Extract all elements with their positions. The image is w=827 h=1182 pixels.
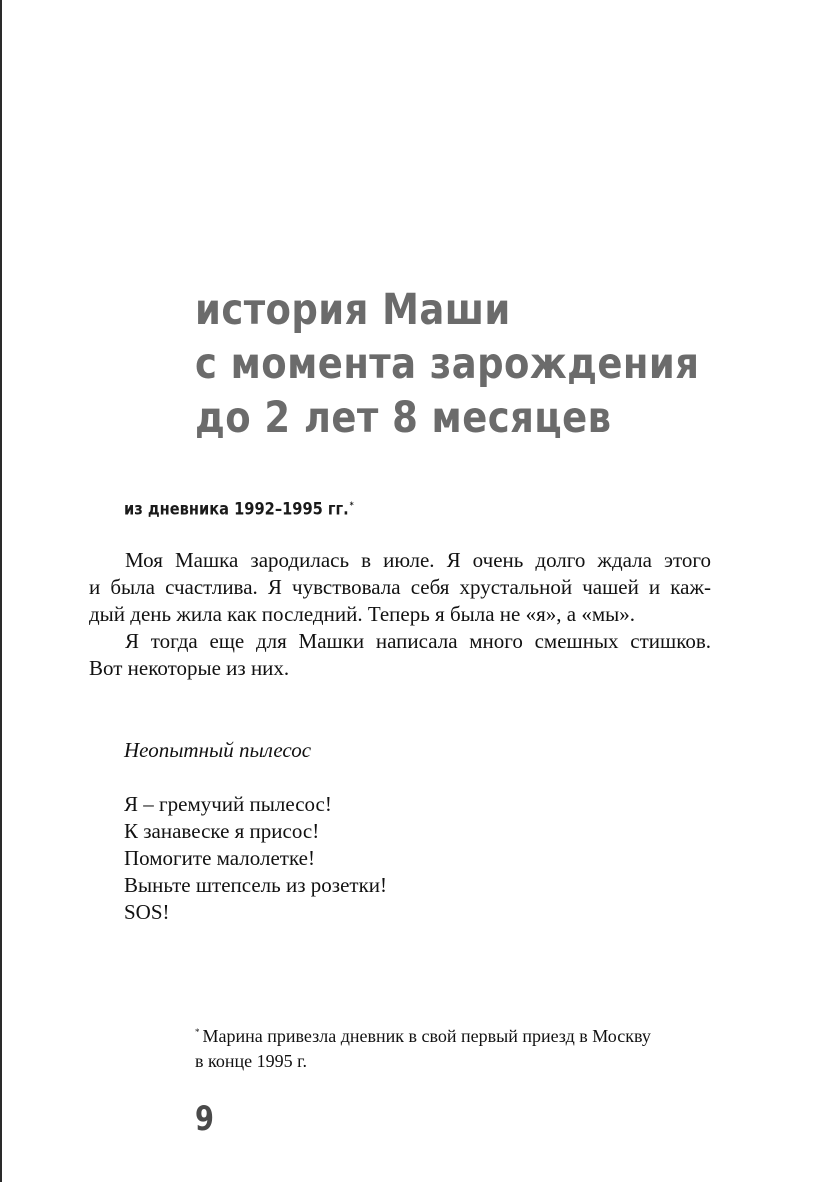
footnote-line: в конце 1995 г. (195, 1051, 307, 1071)
text-line: и была счастлива. Я чувствовала себя хрустальной чашей и каж- (89, 575, 711, 599)
paragraph (89, 547, 711, 628)
chapter-title (195, 283, 711, 445)
poem-line: Я – гремучий пылесос! (124, 792, 332, 816)
poem (124, 737, 387, 926)
diary-subheading (124, 495, 354, 521)
chapter-title-line: история Маши (195, 285, 511, 335)
poem-line: Помогите малолетке! (124, 846, 315, 870)
body-text (89, 547, 711, 682)
poem-title: Неопытный пылесос (124, 738, 312, 762)
text-line: дый день жила как последний. Теперь я была не «я», а «мы». (89, 602, 635, 626)
poem-line: SOS! (124, 900, 170, 924)
chapter-title-line: до 2 лет 8 месяцев (195, 393, 612, 443)
poem-line: Выньте штепсель из розетки! (124, 873, 388, 897)
footnote-line (195, 1020, 715, 1049)
page-edge-rule (0, 0, 2, 1182)
footnote-reference-mark: * (349, 501, 354, 511)
footnote-mark: * (195, 1027, 200, 1037)
text-line: Я тогда еще для Машки написала много смешных стишков. (125, 629, 711, 653)
paragraph (89, 628, 711, 682)
text-line: Моя Машка зародилась в июле. Я очень долго ждала этого (125, 548, 711, 572)
poem-line: К занавеске я присос! (124, 819, 320, 843)
footnote-text: Марина привезла дневник в свой первый приезд в Москву (202, 1026, 651, 1046)
footnote (195, 1020, 715, 1074)
text-line: Вот некоторые из них. (89, 656, 290, 680)
diary-subheading-text: из дневника 1992–1995 гг. (124, 499, 349, 520)
chapter-title-line: с момента зарождения (195, 339, 700, 389)
page-number: 9 (195, 1099, 214, 1139)
